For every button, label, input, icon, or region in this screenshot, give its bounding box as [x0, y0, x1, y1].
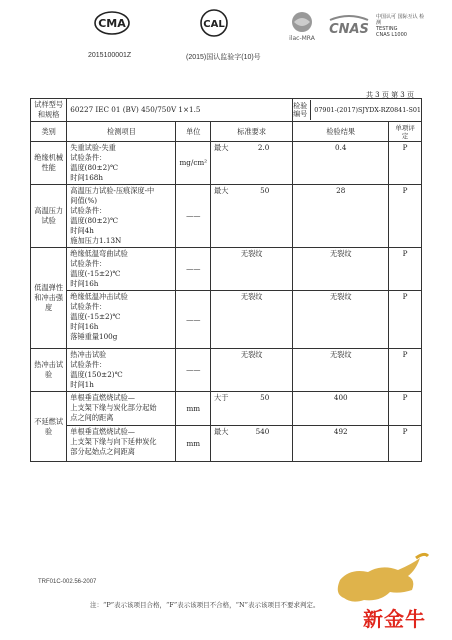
- row-unit: ——: [176, 185, 211, 248]
- cma-number: 2015100001Z: [88, 52, 132, 59]
- row-requirement: [211, 291, 293, 349]
- item-line: 温度(-15±2)℃: [70, 312, 121, 321]
- row-item: [67, 142, 176, 185]
- row-result: 无裂纹: [293, 291, 389, 349]
- item-line: 单根垂直燃烧试验—: [70, 427, 135, 436]
- row-unit: ——: [176, 349, 211, 392]
- item-line: 温度(80±2)℃: [70, 216, 119, 225]
- table-row: [31, 426, 422, 462]
- requirement-value: 50: [260, 393, 270, 402]
- item-line: 试验条件：: [70, 153, 107, 162]
- svg-text:CNAS: CNAS: [329, 22, 369, 37]
- row-result: 0.4: [293, 142, 389, 185]
- row-category: 热冲击试验: [31, 349, 67, 392]
- row-requirement: [211, 426, 293, 462]
- col-item: 检测项目: [67, 122, 176, 142]
- row-unit: ——: [176, 248, 211, 291]
- cma-logo-icon: [92, 10, 132, 36]
- row-verdict: P: [389, 185, 422, 248]
- row-result: 400: [293, 392, 389, 426]
- row-category: 绝缘机械性能: [31, 142, 67, 185]
- row-unit: mm: [176, 392, 211, 426]
- table-row: [31, 248, 422, 291]
- requirement-value: 无裂纹: [240, 350, 263, 359]
- row-category: 低温弹性和冲击强度: [31, 248, 67, 349]
- item-line: 试验条件：: [70, 206, 107, 215]
- table-body: [31, 142, 422, 462]
- row-requirement: [211, 248, 293, 291]
- item-line: 部分起始点之间距离: [70, 447, 135, 456]
- row-verdict: P: [389, 142, 422, 185]
- report-no: 07901-(2017)SJYDX-RZ0841-S01: [314, 106, 421, 114]
- report-no-label: 检验编号: [293, 100, 311, 120]
- col-category: 类别: [31, 122, 67, 142]
- row-unit: mg/cm²: [176, 142, 211, 185]
- col-result: 检验结果: [293, 122, 389, 142]
- brand-name: 新金牛: [363, 607, 426, 631]
- item-line: 施加压力1.13N: [70, 236, 122, 245]
- item-line: 时间1h: [70, 380, 94, 389]
- item-line: 上支架下缘与炭化部分起始: [70, 403, 157, 412]
- sample-row: [31, 99, 422, 122]
- table-row: [31, 185, 422, 248]
- requirement-value: 无裂纹: [240, 249, 263, 258]
- cal-number: (2015)国认监验字(10)号: [186, 54, 261, 61]
- row-result: 无裂纹: [293, 349, 389, 392]
- cnas-logo-icon: [326, 12, 372, 38]
- requirement-value: 2.0: [257, 143, 270, 152]
- table-row: [31, 349, 422, 392]
- col-requirement: 标准要求: [211, 122, 293, 142]
- requirement-prefix: 最大: [214, 143, 229, 152]
- certification-logos: [0, 8, 452, 48]
- requirement-prefix: 最大: [214, 186, 229, 195]
- requirement-value: 无裂纹: [240, 292, 263, 301]
- requirement-prefix: 大于: [214, 393, 229, 402]
- item-line: 失重试验-失重: [70, 143, 116, 152]
- column-header-row: [31, 122, 422, 142]
- requirement-prefix: 最大: [214, 427, 229, 436]
- item-line: 试验条件：: [70, 302, 107, 311]
- item-line: 温度(80±2)℃: [70, 163, 119, 172]
- row-item: [67, 349, 176, 392]
- row-item: [67, 185, 176, 248]
- row-result: 28: [293, 185, 389, 248]
- item-line: 试验条件：: [70, 360, 107, 369]
- row-verdict: P: [389, 248, 422, 291]
- page-number: 共 3 页 第 3 页: [365, 91, 414, 99]
- svg-text:CAL: CAL: [203, 19, 225, 30]
- row-item: [67, 248, 176, 291]
- row-item: [67, 291, 176, 349]
- svg-text:CMA: CMA: [98, 17, 126, 30]
- row-verdict: P: [389, 426, 422, 462]
- row-requirement: [211, 142, 293, 185]
- row-item: [67, 426, 176, 462]
- cnas-number-label: CNAS L1000: [376, 32, 407, 38]
- table-row: [31, 291, 422, 349]
- row-verdict: P: [389, 291, 422, 349]
- row-category: 高温压力试验: [31, 185, 67, 248]
- row-requirement: [211, 185, 293, 248]
- row-item: [67, 392, 176, 426]
- footnote: 注：“P”表示该项目合格，“F”表示该项目不合格，“N”表示该项目不要求判定。: [90, 601, 320, 609]
- row-unit: mm: [176, 426, 211, 462]
- row-requirement: [211, 349, 293, 392]
- form-code: TRF01C-002.56-2007: [38, 579, 97, 585]
- row-unit: ——: [176, 291, 211, 349]
- item-line: 高温压力试验-压痕深度-中: [70, 186, 155, 195]
- item-line: 时间16h: [70, 322, 99, 331]
- item-line: 绝缘低温弯曲试验: [70, 249, 128, 258]
- sample-value: 60227 IEC 01 (BV) 450/750V 1×1.5: [67, 99, 293, 122]
- ilac-logo-icon: [282, 10, 322, 42]
- item-line: 绝缘低温冲击试验: [70, 292, 128, 301]
- item-line: 单根垂直燃烧试验—: [70, 393, 135, 402]
- requirement-value: 540: [255, 427, 270, 436]
- test-results-table: [30, 98, 422, 462]
- item-line: 温度(-15±2)℃: [70, 269, 121, 278]
- item-line: 试验条件：: [70, 259, 107, 268]
- cnas-accreditation-text: [376, 14, 428, 38]
- item-line: 时间4h: [70, 226, 94, 235]
- row-verdict: P: [389, 349, 422, 392]
- row-result: 492: [293, 426, 389, 462]
- item-line: 落锤重量100g: [70, 332, 118, 341]
- table-row: [31, 392, 422, 426]
- requirement-value: 50: [260, 186, 270, 195]
- item-line: 时间16h: [70, 279, 99, 288]
- sample-label: 试样型号和规格: [31, 99, 67, 122]
- item-line: 间值(%): [70, 196, 98, 205]
- row-verdict: P: [389, 392, 422, 426]
- item-line: 温度(150±2)℃: [70, 370, 123, 379]
- item-line: 热冲击试验: [70, 350, 107, 359]
- col-verdict: 单项评定: [389, 122, 422, 142]
- cnas-cn-label: 中国认可 国际互认 检测: [376, 14, 425, 26]
- cnas-testing-label: TESTING: [376, 26, 398, 32]
- cal-logo-icon: [196, 8, 232, 38]
- table-row: [31, 142, 422, 185]
- row-category: 不延燃试验: [31, 392, 67, 462]
- item-line: 时间168h: [70, 173, 104, 182]
- row-requirement: [211, 392, 293, 426]
- col-unit: 单位: [176, 122, 211, 142]
- item-line: 点之间的距离: [70, 413, 114, 422]
- row-result: 无裂纹: [293, 248, 389, 291]
- item-line: 上支架下缘与向下延伸炭化: [70, 437, 157, 446]
- svg-text:ilac-MRA: ilac-MRA: [289, 35, 315, 42]
